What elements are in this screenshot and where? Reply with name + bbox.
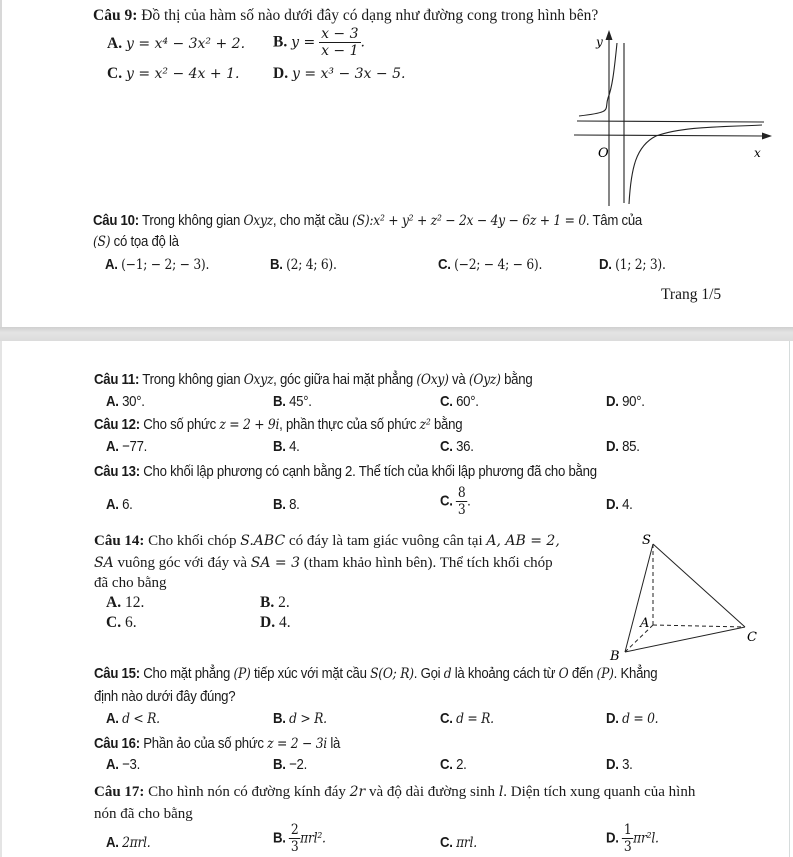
- option-d[interactable]: D. y = x³ − 3x − 5.: [273, 65, 406, 82]
- question-9: [93, 7, 598, 25]
- question-label: Câu 9:: [93, 7, 138, 24]
- option-a[interactable]: A. −77.: [106, 438, 148, 455]
- vertex-label-S: S: [642, 533, 651, 548]
- y-axis-arrow: [606, 30, 613, 40]
- option-c[interactable]: C. d = R.: [440, 710, 494, 727]
- option-b[interactable]: B. y = $\frac{x - 3}{x - 1}$ .: [273, 26, 365, 59]
- option-b[interactable]: B. d > R.: [273, 710, 327, 727]
- option-a[interactable]: A. 12.: [106, 594, 145, 611]
- option-b[interactable]: B. 4.: [273, 438, 300, 455]
- question-15-line2: định nào dưới đây đúng?: [94, 688, 236, 705]
- page-2: [0, 341, 793, 857]
- question-10-line2: (S) có tọa độ là: [93, 233, 179, 250]
- option-a[interactable]: A. d < R.: [106, 710, 160, 727]
- option-b[interactable]: B. 2.: [260, 594, 290, 611]
- x-axis-label: x: [754, 146, 761, 160]
- option-c[interactable]: C. $\frac{8}{3}$ .: [440, 485, 471, 518]
- option-d[interactable]: D. 4.: [606, 496, 633, 513]
- option-c[interactable]: C. 60°.: [440, 393, 479, 410]
- question-17: Câu 17: Cho hình nón có đường kính đáy 2r và độ dài đường sinh l. Diện tích xung quanh của hình: [94, 784, 696, 800]
- option-c[interactable]: C. 36.: [440, 438, 474, 455]
- edge-SB: [625, 544, 653, 652]
- vertex-label-B: B: [610, 649, 620, 661]
- question-14: Câu 14: Cho khối chóp S.ABC có đáy là tam giác vuông cân tại A, AB = 2,: [94, 533, 560, 549]
- question-12: Câu 12: Cho số phức z = 2 + 9i, phần thực của số phức z² bằng: [94, 416, 463, 433]
- option-c[interactable]: C. πrl.: [440, 834, 477, 851]
- x-axis-arrow: [762, 133, 772, 140]
- page-separator: [0, 327, 793, 341]
- option-b[interactable]: B. (2; 4; 6).: [270, 256, 337, 273]
- question-11: Câu 11: Trong không gian Oxyz, góc giữa hai mặt phẳng (Oxy) và (Oyz) bằng: [94, 371, 533, 388]
- option-a[interactable]: A. 30°.: [106, 393, 145, 410]
- curve-left-branch: [579, 43, 617, 116]
- curve-right-branch: [629, 125, 762, 204]
- fraction: $\frac{8}{3}$: [457, 485, 466, 518]
- question-text: Đồ thị của hàm số nào dưới đây có dạng như đường cong trong hình bên?: [141, 7, 599, 24]
- fraction: $\frac{2}{3}$: [290, 822, 299, 855]
- question-14-line3: đã cho bằng: [94, 575, 167, 591]
- option-c[interactable]: C. 2.: [440, 756, 467, 773]
- pyramid-figure: [602, 531, 772, 661]
- option-d[interactable]: D. (1; 2; 3).: [599, 256, 666, 273]
- question-17-line2: nón đã cho bằng: [94, 806, 193, 822]
- option-d[interactable]: D. $\frac{1}{3}$ πr²l.: [606, 822, 659, 855]
- option-a[interactable]: A. y = x⁴ − 3x² + 2.: [107, 35, 246, 52]
- horizontal-asymptote: [577, 121, 764, 122]
- option-d[interactable]: D. 85.: [606, 438, 640, 455]
- option-b[interactable]: B. −2.: [273, 756, 308, 773]
- option-d[interactable]: D. 90°.: [606, 393, 645, 410]
- edge-SC: [653, 544, 745, 627]
- option-c[interactable]: C. y = x² − 4x + 1.: [107, 65, 240, 82]
- option-b[interactable]: B. $\frac{2}{3}$ πrl².: [273, 822, 326, 855]
- edge-AC: [653, 625, 745, 627]
- fraction: $\frac{1}{3}$: [623, 822, 632, 855]
- option-d[interactable]: D. d = 0.: [606, 710, 659, 727]
- question-10: Câu 10: Trong không gian Oxyz, cho mặt cầu (S):x² + y² + z² − 2x − 4y − 6z + 1 = 0. Tâm của: [93, 212, 642, 229]
- origin-label: O: [598, 146, 609, 161]
- x-axis: [574, 135, 764, 136]
- option-a[interactable]: A. (−1; − 2; − 3).: [105, 256, 210, 273]
- option-a[interactable]: A. −3.: [106, 756, 141, 773]
- question-15: Câu 15: Cho mặt phẳng (P) tiếp xúc với mặt cầu S(O; R). Gọi d là khoảng cách từ O đến (P). Khẳng: [94, 665, 658, 682]
- question-13: Câu 13: Cho khối lập phương có cạnh bằng 2. Thể tích của khối lập phương đã cho bằng: [94, 463, 597, 480]
- question-16: Câu 16: Phần ảo của số phức z = 2 − 3i là: [94, 735, 341, 752]
- vertex-label-C: C: [747, 630, 757, 645]
- option-b[interactable]: B. 8.: [273, 496, 300, 513]
- option-b[interactable]: B. 45°.: [273, 393, 312, 410]
- option-a[interactable]: A. 6.: [106, 496, 133, 513]
- function-graph: [574, 28, 774, 208]
- option-c[interactable]: C. (−2; − 4; − 6).: [438, 256, 543, 273]
- option-a[interactable]: A. 2πrl.: [106, 834, 151, 851]
- y-axis-label: y: [596, 35, 603, 49]
- page-1: [0, 0, 793, 327]
- vertex-label-A: A: [640, 616, 650, 631]
- question-14-line2: SA vuông góc với đáy và SA = 3 (tham khảo hình bên). Thể tích khối chóp: [94, 555, 553, 571]
- option-c[interactable]: C. 6.: [106, 614, 137, 631]
- fraction: $\frac{x - 3}{x - 1}$: [321, 26, 359, 59]
- page-number: Trang 1/5: [661, 286, 722, 303]
- option-d[interactable]: D. 4.: [260, 614, 291, 631]
- option-d[interactable]: D. 3.: [606, 756, 633, 773]
